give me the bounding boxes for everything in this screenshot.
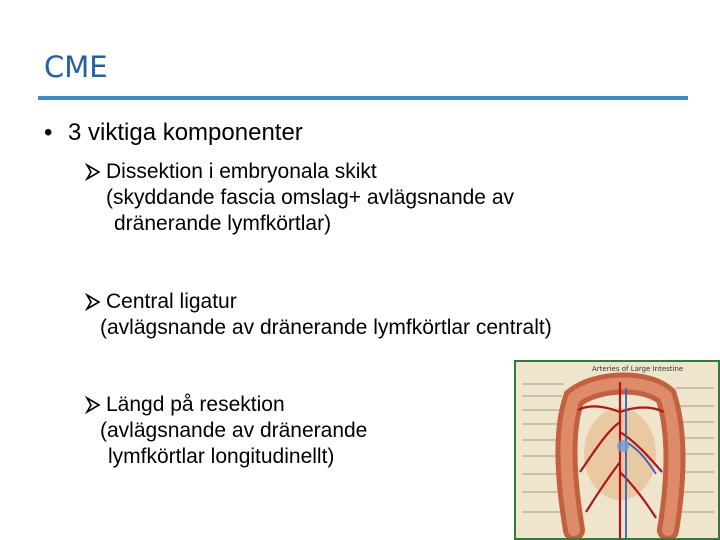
sub-point-heading: Dissektion i embryonala skikt bbox=[106, 160, 377, 183]
main-bullet-text: 3 viktiga komponenter bbox=[68, 119, 303, 146]
figure-caption: Arteries of Large Intestine bbox=[592, 365, 684, 373]
sub-point-detail: (skyddande fascia omslag+ avlägsnande av bbox=[106, 186, 515, 209]
sub-point-heading: Längd på resektion bbox=[106, 393, 285, 416]
sub-point-dissection bbox=[84, 159, 514, 237]
sub-point-detail: (avlägsnande av dränerande lymfkörtlar centralt) bbox=[100, 316, 552, 339]
sub-point-heading: Central ligatur bbox=[106, 290, 237, 313]
arrow-bullet-icon bbox=[84, 293, 102, 311]
sub-point-detail: dränerande lymfkörtlar) bbox=[114, 212, 332, 235]
sub-point-detail: (avlägsnande av dränerande bbox=[100, 419, 368, 442]
main-bullet bbox=[44, 119, 303, 147]
arrow-bullet-icon bbox=[84, 396, 102, 414]
anatomy-illustration bbox=[514, 360, 720, 540]
large-intestine-arteries-icon bbox=[516, 362, 718, 538]
bullet-dot: • bbox=[44, 119, 53, 146]
title-divider bbox=[38, 96, 688, 100]
sub-point-detail: lymfkörtlar longitudinellt) bbox=[108, 445, 335, 468]
sub-point-resection-length bbox=[84, 392, 367, 470]
sub-point-central-ligature bbox=[84, 289, 552, 341]
slide-title: CME bbox=[44, 50, 108, 84]
arrow-bullet-icon bbox=[84, 163, 102, 181]
